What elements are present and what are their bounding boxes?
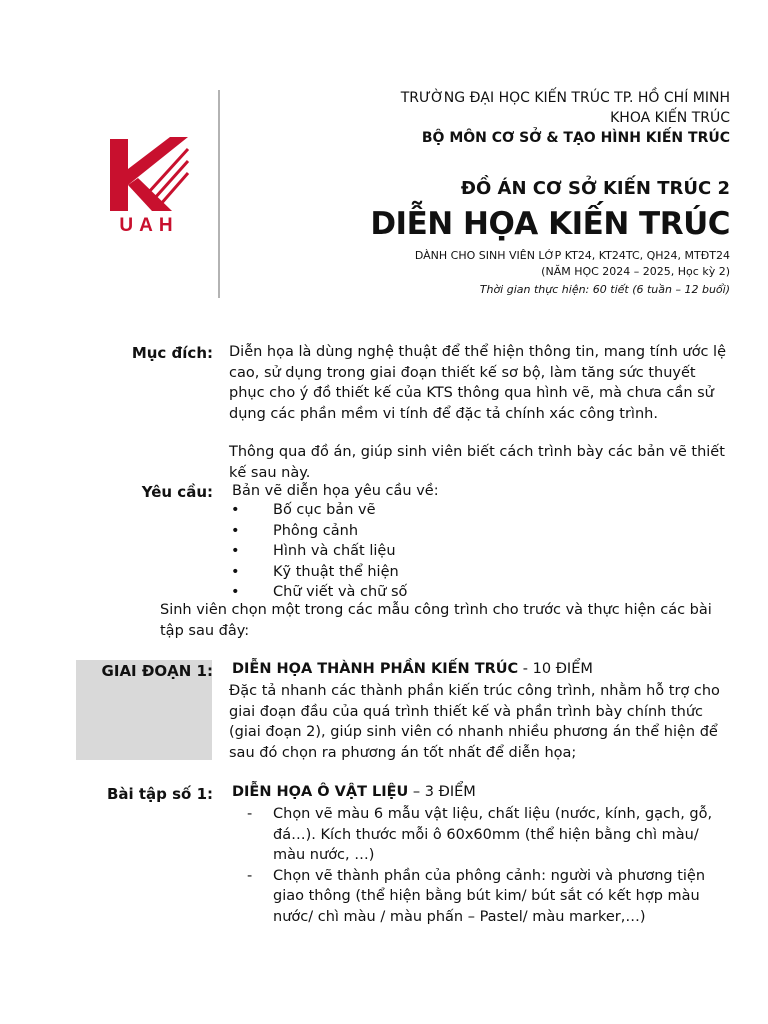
uah-logo-mark-icon — [108, 135, 190, 215]
faculty-name: KHOA KIẾN TRÚC — [610, 110, 730, 126]
requirements-list — [231, 500, 407, 603]
bullet-icon: • — [231, 502, 240, 518]
purpose-paragraph-2: Thông qua đồ án, giúp sinh viên biết cách trình bày các bản vẽ thiết kế sau này. — [229, 444, 725, 481]
list-item: • Bố cục bản vẽ — [231, 500, 407, 521]
document-title: DIỄN HỌA KIẾN TRÚC — [370, 206, 730, 242]
exercise-label: Bài tập số 1: — [106, 785, 213, 803]
list-item: • Chữ viết và chữ số — [231, 582, 407, 603]
stage-description: Đặc tả nhanh các thành phần kiến trúc công trình, nhằm hỗ trợ cho giai đoạn đầu của quá trình thiết kế và phần trình bày chính thức (giai đoạn 2), giúp sinh viên có nhanh nhiều phương án thể hiện để sau đó chọn ra phương án tốt nhất để diễn họa; — [229, 683, 720, 761]
list-item: • Kỹ thuật thể hiện — [231, 562, 407, 583]
list-item: • Phông cảnh — [231, 521, 407, 542]
bullet-icon: • — [231, 584, 240, 600]
stage-heading — [232, 661, 593, 677]
list-item: - Chọn vẽ màu 6 mẫu vật liệu, chất liệu (nước, kính, gạch, gỗ, đá…). Kích thước mỗi ô 60x60mm (thể hiện bằng chì màu/ màu nước, …) — [247, 806, 713, 863]
exercise-list — [247, 804, 727, 927]
purpose-paragraph-1: Diễn họa là dùng nghệ thuật để thể hiện thông tin, mang tính ước lệ cao, sử dụng trong giai đoạn thiết kế sơ bộ, làm tăng sức thuyết phục cho ý đồ thiết kế của KTS thông qua hình vẽ, mà chưa cần sử dụng các phần mềm vi tính để đặc tả chính xác công trình. — [229, 344, 727, 422]
list-item: - Chọn vẽ thành phần của phông cảnh: người và phương tiện giao thông (thể hiện bằng bút kim/ bút sắt có kết hợp màu nước/ chì màu / màu phấn – Pastel/ màu marker,…) — [247, 867, 706, 925]
exercise-title: DIỄN HỌA Ô VẬT LIỆU — [232, 784, 409, 800]
department-name: BỘ MÔN CƠ SỞ & TẠO HÌNH KIẾN TRÚC — [421, 130, 730, 146]
dash-icon: - — [247, 867, 253, 884]
logo-text: UAH — [119, 215, 179, 236]
duration-line: Thời gian thực hiện: 60 tiết (6 tuần – 12 buổi) — [479, 283, 730, 296]
requirements-outro: Sinh viên chọn một trong các mẫu công trình cho trước và thực hiện các bài tập sau đây: — [160, 602, 712, 639]
requirements-intro: Bản vẽ diễn họa yêu cầu về: — [232, 483, 439, 499]
university-name: TRƯỜNG ĐẠI HỌC KIẾN TRÚC TP. HỒ CHÍ MINH — [400, 90, 730, 106]
purpose-label: Mục đích: — [131, 344, 213, 362]
bullet-icon: • — [231, 543, 240, 559]
bullet-icon: • — [231, 563, 240, 580]
bullet-icon: • — [231, 522, 240, 539]
stage-label: GIAI ĐOẠN 1: — [101, 662, 213, 680]
exercise-heading — [232, 784, 476, 800]
uah-logo — [108, 135, 190, 245]
header-divider — [218, 90, 220, 298]
requirements-label: Yêu cầu: — [141, 483, 213, 501]
project-title: ĐỒ ÁN CƠ SỞ KIẾN TRÚC 2 — [460, 178, 730, 199]
academic-year: (NĂM HỌC 2024 – 2025, Học kỳ 2) — [541, 265, 730, 278]
stage-points: - 10 ĐIỂM — [518, 661, 593, 677]
list-item: • Hình và chất liệu — [231, 541, 407, 562]
stage-title: DIỄN HỌA THÀNH PHẦN KIẾN TRÚC — [232, 661, 519, 677]
audience-line: DÀNH CHO SINH VIÊN LỚP KT24, KT24TC, QH24, MTĐT24 — [414, 249, 730, 262]
dash-icon: - — [247, 806, 253, 822]
exercise-points: – 3 ĐIỂM — [408, 784, 476, 800]
